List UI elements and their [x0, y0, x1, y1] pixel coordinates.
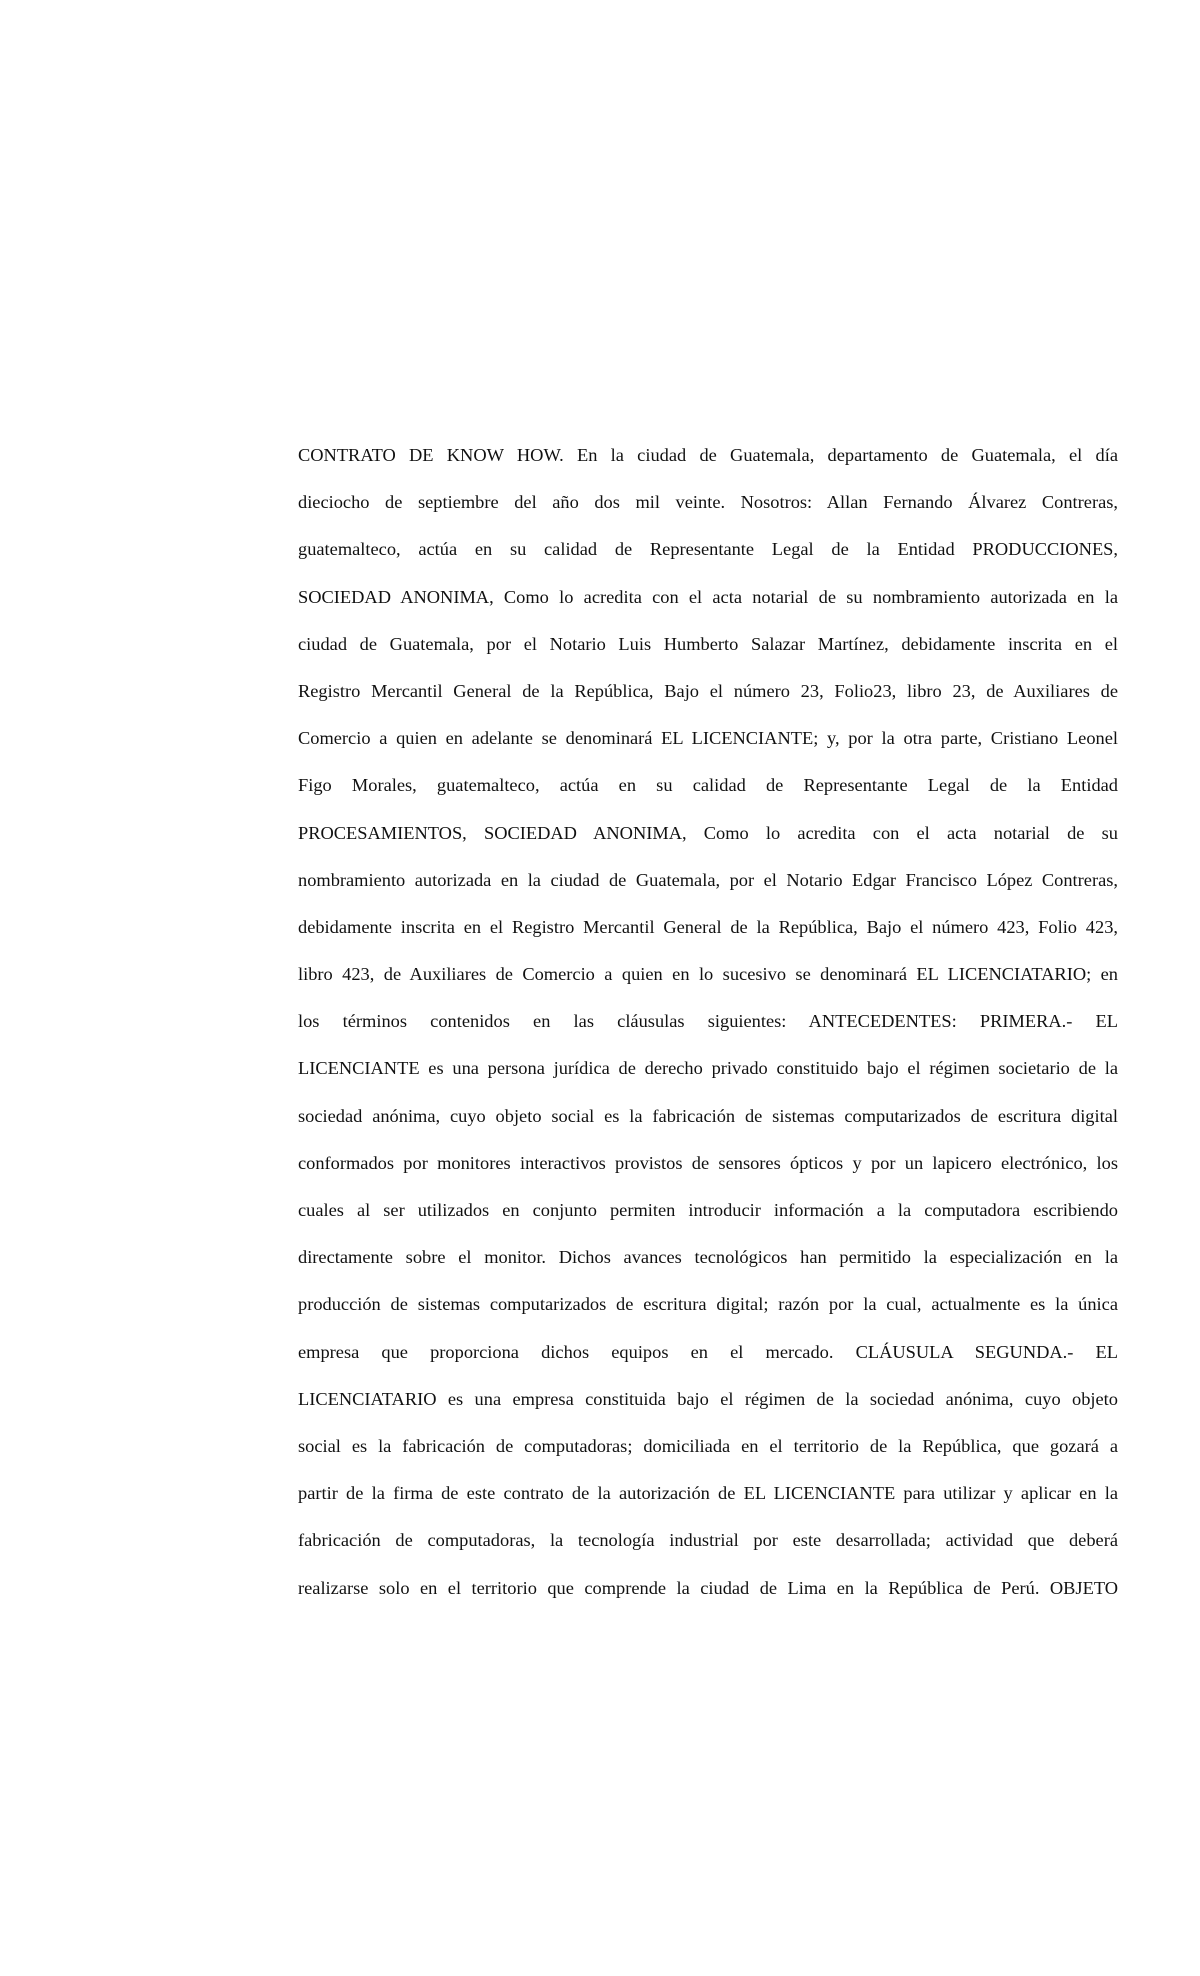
text-line: producción de sistemas computarizados de escritura digital; razón por la cual, actualmente es la única [298, 1294, 1118, 1315]
text-line: dieciocho de septiembre del año dos mil veinte. Nosotros: Allan Fernando Álvarez Contreras, [298, 492, 1118, 513]
text-line: libro 423, de Auxiliares de Comercio a quien en lo sucesivo se denominará EL LICENCIATARIO; en [298, 964, 1118, 985]
text-line: ciudad de Guatemala, por el Notario Luis Humberto Salazar Martínez, debidamente inscrita en el [298, 633, 1118, 654]
text-line: LICENCIANTE es una persona jurídica de derecho privado constituido bajo el régimen societario de la [298, 1058, 1118, 1079]
text-line: realizarse solo en el territorio que comprende la ciudad de Lima en la República de Perú. OBJETO [298, 1577, 1118, 1598]
text-line: Figo Morales, guatemalteco, actúa en su calidad de Representante Legal de la Entidad [298, 775, 1118, 796]
text-line: SOCIEDAD ANONIMA, Como lo acredita con el acta notarial de su nombramiento autorizada en la [298, 586, 1118, 607]
text-line: fabricación de computadoras, la tecnología industrial por este desarrollada; actividad que deberá [298, 1530, 1118, 1551]
text-line: cuales al ser utilizados en conjunto permiten introducir información a la computadora escribiendo [298, 1200, 1118, 1220]
text-line: Registro Mercantil General de la República, Bajo el número 23, Folio23, libro 23, de Auxiliares de [298, 680, 1118, 701]
text-line: sociedad anónima, cuyo objeto social es la fabricación de sistemas computarizados de escritura digital [298, 1105, 1118, 1126]
text-line: nombramiento autorizada en la ciudad de Guatemala, por el Notario Edgar Francisco López Contreras, [298, 869, 1118, 890]
text-line: LICENCIATARIO es una empresa constituida bajo el régimen de la sociedad anónima, cuyo objeto [298, 1388, 1118, 1409]
text-line: debidamente inscrita en el Registro Mercantil General de la República, Bajo el número 423, Folio 423, [298, 916, 1118, 937]
text-line: conformados por monitores interactivos provistos de sensores ópticos y por un lapicero electrónico, los [298, 1152, 1118, 1173]
text-line: CONTRATO DE KNOW HOW. En la ciudad de Guatemala, departamento de Guatemala, el día [298, 445, 1118, 465]
text-line: los términos contenidos en las cláusulas siguientes: ANTECEDENTES: PRIMERA.- EL [298, 1011, 1118, 1032]
text-line: guatemalteco, actúa en su calidad de Representante Legal de la Entidad PRODUCCIONES, [298, 539, 1118, 560]
text-line: empresa que proporciona dichos equipos en el mercado. CLÁUSULA SEGUNDA.- EL [298, 1341, 1118, 1362]
text-line: PROCESAMIENTOS, SOCIEDAD ANONIMA, Como lo acredita con el acta notarial de su [298, 822, 1118, 843]
text-line: directamente sobre el monitor. Dichos avances tecnológicos han permitido la especialización en la [298, 1247, 1118, 1268]
text-line: partir de la firma de este contrato de la autorización de EL LICENCIANTE para utilizar y aplicar en la [298, 1483, 1118, 1504]
text-line: Comercio a quien en adelante se denominará EL LICENCIANTE; y, por la otra parte, Cristiano Leonel [298, 728, 1118, 749]
contract-body [298, 443, 1118, 1623]
text-line: social es la fabricación de computadoras; domiciliada en el territorio de la República, que gozará a [298, 1435, 1118, 1456]
